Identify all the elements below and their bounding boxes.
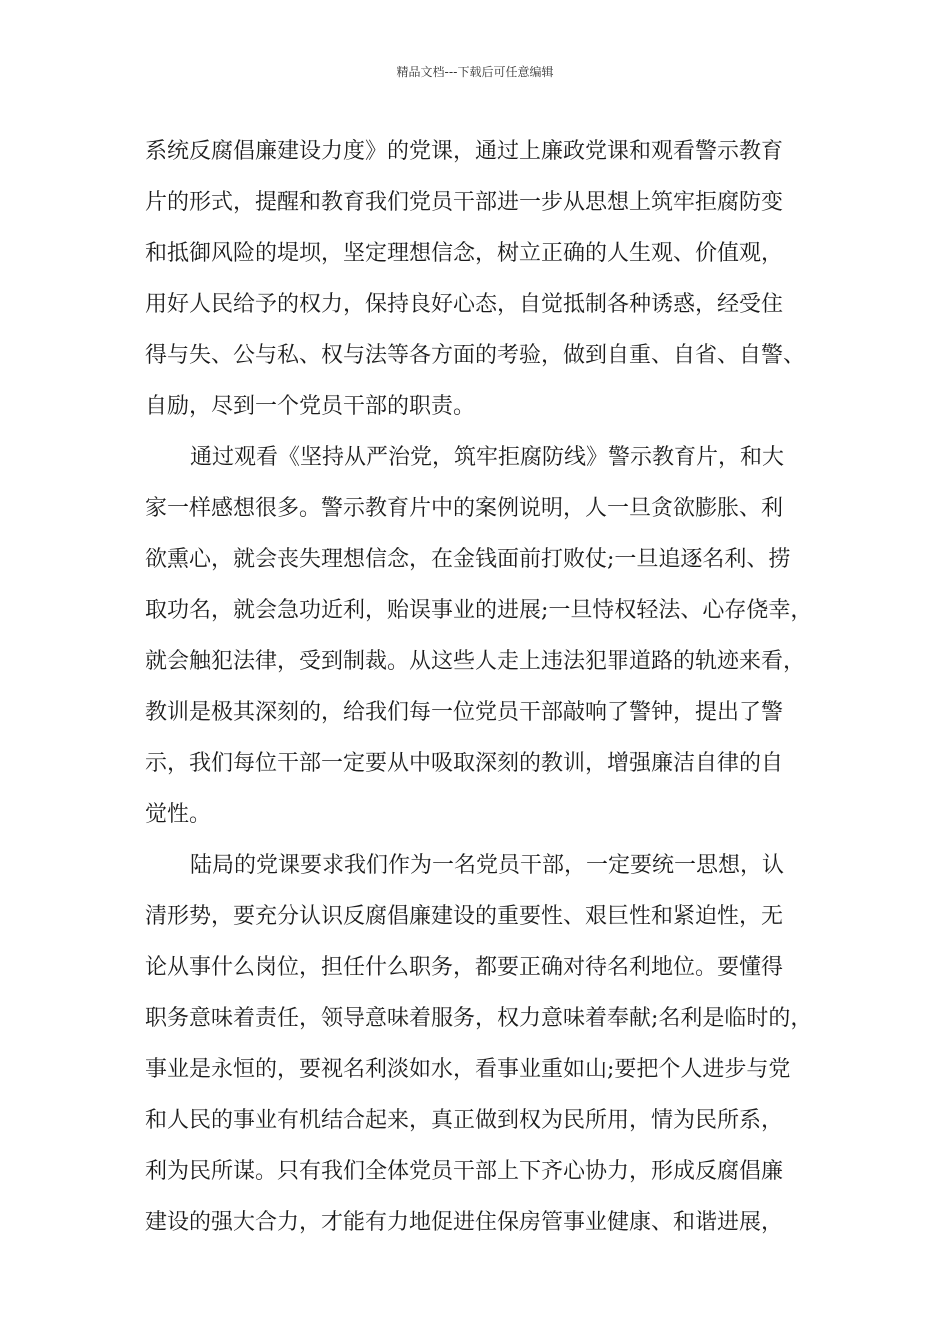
text-line: 就会触犯法律，受到制裁。从这些人走上违法犯罪道路的轨迹来看，: [145, 649, 806, 674]
text-line: 利为民所谋。只有我们全体党员干部上下齐心协力，形成反腐倡廉: [145, 1159, 784, 1184]
text-line: 职务意味着责任，领导意味着服务，权力意味着奉献;名利是临时的，: [145, 1006, 813, 1031]
paragraph-1: [145, 126, 825, 432]
paragraph-2: [145, 432, 825, 840]
text-line: 教训是极其深刻的，给我们每一位党员干部敲响了警钟，提出了警: [145, 700, 784, 725]
text-line: 和抵御风险的堤坝，坚定理想信念，树立正确的人生观、价值观，: [145, 241, 784, 266]
text-line: 欲熏心，就会丧失理想信念，在金钱面前打败仗;一旦追逐名利、捞: [145, 547, 791, 572]
text-line: 觉性。: [145, 802, 212, 827]
text-line: 和人民的事业有机结合起来，真正做到权为民所用，情为民所系，: [145, 1108, 784, 1133]
document-body: [145, 126, 825, 1248]
text-line: 系统反腐倡廉建设力度》的党课，通过上廉政党课和观看警示教育: [145, 139, 784, 164]
text-line: 事业是永恒的，要视名利淡如水，看事业重如山;要把个人进步与党: [145, 1057, 791, 1082]
text-line: 家一样感想很多。警示教育片中的案例说明，人一旦贪欲膨胀、利: [145, 496, 784, 521]
text-line: 自励，尽到一个党员干部的职责。: [145, 394, 476, 419]
text-line: 取功名，就会急功近利，贻误事业的进展;一旦恃权轻法、心存侥幸，: [145, 598, 813, 623]
text-line: 片的形式，提醒和教育我们党员干部进一步从思想上筑牢拒腐防变: [145, 190, 784, 215]
text-line: 清形势，要充分认识反腐倡廉建设的重要性、艰巨性和紧迫性，无: [145, 904, 784, 929]
text-line: 示，我们每位干部一定要从中吸取深刻的教训，增强廉洁自律的自: [145, 751, 784, 776]
text-line: 用好人民给予的权力，保持良好心态，自觉抵制各种诱惑，经受住: [145, 292, 784, 317]
paragraph-3: [145, 840, 825, 1248]
text-line: 论从事什么岗位，担任什么职务，都要正确对待名利地位。要懂得: [145, 955, 784, 980]
page-header: 精品文档---下载后可任意编辑: [396, 65, 554, 79]
text-line: 得与失、公与私、权与法等各方面的考验，做到自重、自省、自警、: [145, 343, 806, 368]
text-line: 建设的强大合力，才能有力地促进住保房管事业健康、和谐进展，: [145, 1210, 784, 1235]
text-line: 通过观看《坚持从严治党，筑牢拒腐防线》警示教育片，和大: [190, 445, 785, 470]
text-line: 陆局的党课要求我们作为一名党员干部，一定要统一思想，认: [190, 853, 785, 878]
